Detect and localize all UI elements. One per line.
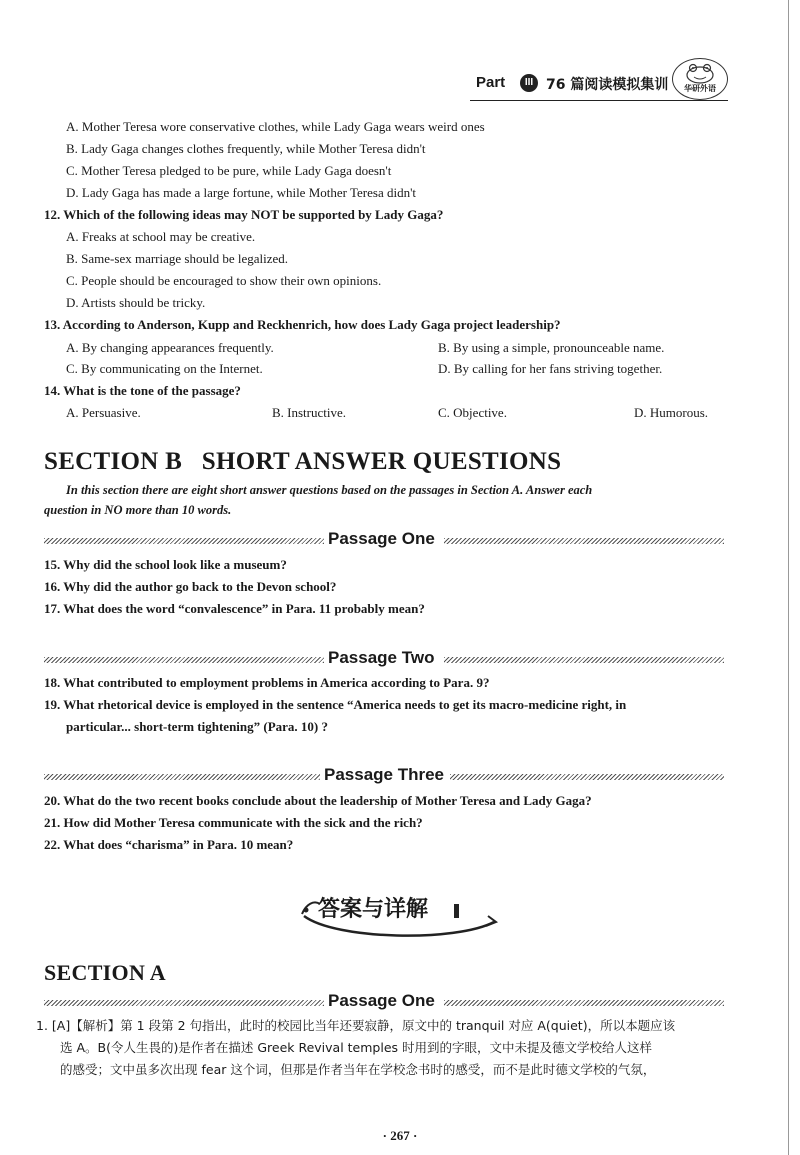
hatch-left [44, 657, 324, 663]
passage-one-label: Passage One [328, 529, 435, 548]
hatch-left [44, 1000, 324, 1006]
q13-option-b: B. By using a simple, pronounceable name. [438, 340, 665, 355]
publisher-logo [672, 58, 728, 100]
header-title: 76 篇阅读模拟集训 [546, 77, 669, 93]
answers-banner [296, 886, 502, 942]
page-number: · 267 · [382, 1128, 418, 1143]
hatch-left [44, 538, 324, 544]
question-13: 13. According to Anderson, Kupp and Reckhenrich, how does Lady Gaga project leadership? [44, 317, 561, 332]
question-20: 20. What do the two recent books conclude about the leadership of Mother Teresa and Lady Gaga? [44, 793, 592, 808]
question-18: 18. What contributed to employment problems in America according to Para. 9? [44, 675, 490, 690]
question-15: 15. Why did the school look like a museum? [44, 557, 287, 572]
passage-two-divider [44, 650, 724, 670]
answers-passage-one-divider [44, 993, 724, 1013]
section-b-instruction-line2: question in NO more than 10 words. [44, 503, 232, 517]
q14-option-d: D. Humorous. [634, 405, 709, 420]
hatch-right [444, 1000, 724, 1006]
q13-option-d: D. By calling for her fans striving together. [438, 361, 663, 376]
q12-option-d: D. Artists should be tricky. [66, 295, 206, 310]
hatch-left [44, 774, 320, 780]
question-21: 21. How did Mother Teresa communicate with the sick and the rich? [44, 815, 423, 830]
question-16: 16. Why did the author go back to the Devon school? [44, 579, 337, 594]
section-b-title: SECTION B SHORT ANSWER QUESTIONS [44, 448, 562, 475]
passage-one-divider [44, 531, 724, 551]
passage-three-divider [44, 767, 724, 787]
logo-text: 华研外语 [684, 84, 716, 93]
hatch-right [444, 538, 724, 544]
answers-passage-one-label: Passage One [328, 991, 435, 1010]
header-part-number: III [520, 74, 538, 92]
hatch-right [450, 774, 724, 780]
section-a-title: SECTION A [44, 960, 166, 985]
answers-banner-title: 答案与详解 [318, 897, 429, 922]
q12-option-c: C. People should be encouraged to show their own opinions. [66, 273, 382, 288]
answer-1-line-3: 的感受；文中虽多次出现 fear 这个词，但那是作者当年在学校念书时的感受，而不是此时德文学校的气氛， [60, 1062, 656, 1077]
q14-option-c: C. Objective. [438, 405, 507, 420]
q13-option-c: C. By communicating on the Internet. [66, 361, 263, 376]
q13-option-a: A. By changing appearances frequently. [66, 340, 274, 355]
page-header [470, 72, 728, 101]
question-14: 14. What is the tone of the passage? [44, 383, 241, 398]
q11-option-d: D. Lady Gaga has made a large fortune, while Mother Teresa didn't [66, 185, 417, 200]
question-22: 22. What does “charisma” in Para. 10 mean? [44, 837, 294, 852]
passage-three-label: Passage Three [324, 765, 445, 784]
q12-option-a: A. Freaks at school may be creative. [66, 229, 256, 244]
q12-option-b: B. Same-sex marriage should be legalized. [66, 251, 289, 266]
frog-logo-icon [673, 61, 727, 85]
question-17: 17. What does the word “convalescence” in Para. 11 probably mean? [44, 601, 425, 616]
q11-option-c: C. Mother Teresa pledged to be pure, while Lady Gaga doesn't [66, 163, 392, 178]
q14-option-b: B. Instructive. [272, 405, 347, 420]
q14-option-a: A. Persuasive. [66, 405, 141, 420]
passage-two-label: Passage Two [328, 648, 435, 667]
question-12: 12. Which of the following ideas may NOT be supported by Lady Gaga? [44, 207, 444, 222]
answer-1-line-1: 1. [A]【解析】第 1 段第 2 句指出，此时的校园比当年还要寂静，原文中的 tranquil 对应 A(quiet)，所以本题应该 [36, 1018, 676, 1033]
page-edge-divider [788, 0, 789, 1155]
q11-option-b: B. Lady Gaga changes clothes frequently, while Mother Teresa didn't [66, 141, 426, 156]
question-19: 19. What rhetorical device is employed in the sentence “America needs to get its macro-medicine right, in [44, 697, 627, 712]
question-19-continuation: particular... short-term tightening” (Para. 10) ? [66, 719, 329, 734]
section-b-instruction-line1: In this section there are eight short answer questions based on the passages in Section A. Answer each [66, 483, 593, 497]
header-part-label: Part [476, 74, 506, 91]
answer-1-line-2: 选 A。B(令人生畏的)是作者在描述 Greek Revival temples 时用到的字眼，文中未提及德文学校给人这样 [60, 1040, 653, 1055]
hatch-right [444, 657, 724, 663]
q11-option-a: A. Mother Teresa wore conservative clothes, while Lady Gaga wears weird ones [66, 119, 485, 134]
